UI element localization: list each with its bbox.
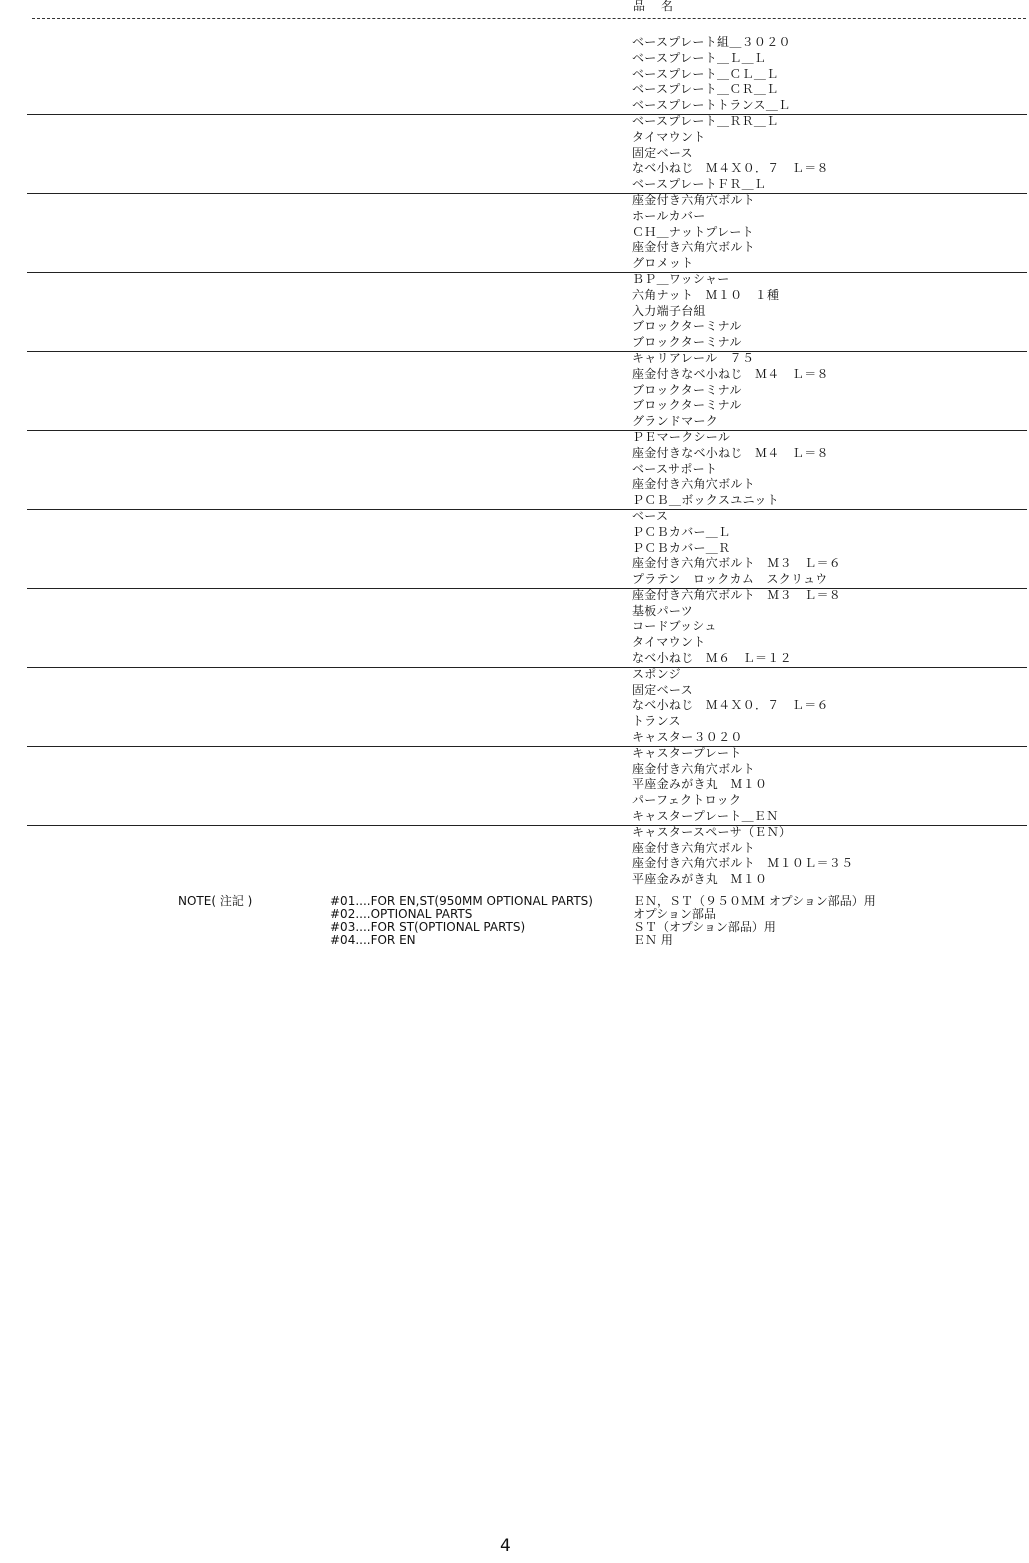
note-code: #01....FOR EN,ST(950MM OPTIONAL PARTS) bbox=[330, 894, 593, 908]
group-divider bbox=[27, 746, 1027, 747]
part-item: 六角ナット Ｍ１０ １種 bbox=[632, 287, 780, 302]
part-item: ブロックターミナル bbox=[632, 382, 742, 397]
note-row bbox=[0, 921, 1029, 934]
part-item: なべ小ねじ Ｍ６ Ｌ＝１２ bbox=[632, 651, 792, 666]
part-item: キャスタースペーサ（ＥＮ） bbox=[632, 824, 792, 839]
part-item: 座金付き六角穴ボルト Ｍ３ Ｌ＝６ bbox=[632, 556, 842, 571]
part-item: 座金付き六角穴ボルト Ｍ３ Ｌ＝８ bbox=[632, 587, 842, 602]
group-divider bbox=[27, 114, 1027, 115]
group-divider bbox=[27, 588, 1027, 589]
note-description: ＥＮ 用 bbox=[633, 933, 673, 947]
part-item: キャスタープレート bbox=[632, 745, 742, 760]
part-item: ＰＣＢ＿ボックスユニット bbox=[632, 493, 780, 508]
group-divider bbox=[27, 193, 1027, 194]
note-code: #04....FOR EN bbox=[330, 933, 416, 947]
note-row bbox=[0, 934, 1029, 947]
part-item: ブロックターミナル bbox=[632, 398, 742, 413]
part-item: パーフェクトロック bbox=[632, 793, 742, 808]
part-item: ブロックターミナル bbox=[632, 319, 742, 334]
note-code: #02....OPTIONAL PARTS bbox=[330, 907, 473, 921]
group-divider bbox=[27, 272, 1027, 273]
part-item: 平座金みがき丸 Ｍ１０ bbox=[632, 872, 768, 887]
note-code: #03....FOR ST(OPTIONAL PARTS) bbox=[330, 920, 526, 934]
part-item: 座金付きなべ小ねじ Ｍ４ Ｌ＝８ bbox=[632, 445, 829, 460]
part-item: ベースプレート＿Ｌ＿Ｌ bbox=[632, 50, 767, 65]
part-item: トランス bbox=[632, 714, 681, 729]
part-item: なべ小ねじ Ｍ４Ｘ０．７ Ｌ＝８ bbox=[632, 161, 829, 176]
note-description: ＳＴ（オプション部品）用 bbox=[633, 920, 776, 934]
part-item: 座金付き六角穴ボルト Ｍ１０Ｌ＝３５ bbox=[632, 856, 854, 871]
part-item: タイマウント bbox=[632, 635, 706, 650]
group-divider bbox=[27, 509, 1027, 510]
note-description: ＥＮ，ＳＴ（９５０ＭＭ オプション部品）用 bbox=[633, 894, 876, 908]
part-item: タイマウント bbox=[632, 129, 706, 144]
group-divider bbox=[27, 667, 1027, 668]
part-name-header: 品 名 bbox=[633, 0, 676, 13]
part-item: 座金付き六角穴ボルト bbox=[632, 840, 756, 855]
part-item: スポンジ bbox=[632, 666, 681, 681]
parts-list bbox=[0, 35, 1029, 888]
part-item: 固定ベース bbox=[632, 145, 693, 160]
group-divider bbox=[27, 351, 1027, 352]
part-item: コードブッシュ bbox=[632, 619, 717, 634]
part-item: ベースプレート＿ＣＬ＿Ｌ bbox=[632, 66, 779, 81]
part-item: ベースプレート＿ＲＲ＿Ｌ bbox=[632, 113, 779, 128]
part-item: 座金付きなべ小ねじ Ｍ４ Ｌ＝８ bbox=[632, 366, 829, 381]
part-item: ＰＣＢカバー＿Ｒ bbox=[632, 540, 731, 555]
part-item: グロメット bbox=[632, 256, 694, 271]
part-item: ＣＨ＿ナットプレート bbox=[632, 224, 754, 239]
part-item: 基板パーツ bbox=[632, 603, 694, 618]
group-divider bbox=[27, 825, 1027, 826]
notes-label: NOTE( 注記 ) bbox=[178, 894, 253, 908]
part-item: ベースプレート組＿３０２０ bbox=[632, 35, 791, 49]
part-item: キャスター３０２０ bbox=[632, 730, 743, 745]
part-item: ベースプレート＿ＣＲ＿Ｌ bbox=[632, 82, 779, 97]
part-item: 座金付き六角穴ボルト bbox=[632, 761, 756, 776]
note-description: オプション部品 bbox=[633, 907, 716, 921]
part-item: キャスタープレート＿ＥＮ bbox=[632, 809, 779, 824]
part-item: 座金付き六角穴ボルト bbox=[632, 192, 756, 207]
part-item: 座金付き六角穴ボルト bbox=[632, 477, 756, 492]
part-item: ＰＥマークシール bbox=[632, 429, 731, 444]
part-item: なべ小ねじ Ｍ４Ｘ０．７ Ｌ＝６ bbox=[632, 698, 829, 713]
note-row bbox=[0, 895, 1029, 908]
part-item: 入力端子台組 bbox=[632, 303, 706, 318]
part-item: ベースプレートＦＲ＿Ｌ bbox=[632, 177, 767, 192]
part-item: ベースプレートトランス＿Ｌ bbox=[632, 98, 791, 113]
part-item: プラテン ロックカム スクリュウ bbox=[632, 572, 828, 587]
part-item: ホールカバー bbox=[632, 208, 706, 223]
part-item: 座金付き六角穴ボルト bbox=[632, 240, 756, 255]
part-item: 固定ベース bbox=[632, 682, 693, 697]
part-item: 平座金みがき丸 Ｍ１０ bbox=[632, 777, 768, 792]
part-item: ＰＣＢカバー＿Ｌ bbox=[632, 524, 731, 539]
part-item: ＢＰ＿ワッシャー bbox=[632, 271, 730, 286]
header-dashed-divider bbox=[32, 18, 1026, 19]
part-item: ブロックターミナル bbox=[632, 335, 742, 350]
part-item: ベース bbox=[632, 508, 669, 523]
part-item: キャリアレール ７５ bbox=[632, 350, 755, 365]
page-number: 4 bbox=[500, 1536, 511, 1556]
part-item: ベースサポート bbox=[632, 461, 718, 476]
part-item: グランドマーク bbox=[632, 414, 719, 429]
group-divider bbox=[27, 430, 1027, 431]
